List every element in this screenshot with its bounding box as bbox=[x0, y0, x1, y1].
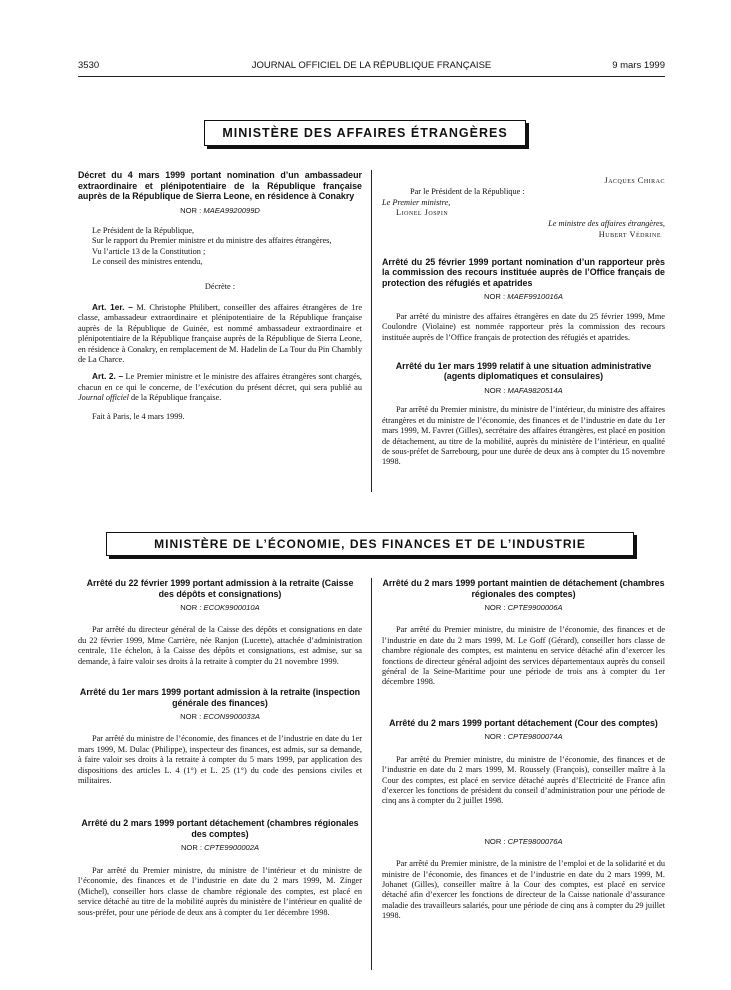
par-le-president: Par le Président de la République : bbox=[410, 186, 525, 196]
section-title-economie: MINISTÈRE DE L’ÉCONOMIE, DES FINANCES ET DE L’INDUSTRIE bbox=[106, 532, 634, 556]
nor-line: NOR : CPTE9800076A bbox=[484, 836, 563, 846]
header-rule bbox=[78, 76, 665, 77]
arrete-body: Par arrêté du Premier ministre, du ministre de l’économie, des finances et de l’industrie en date du 2 mars 1999, M. Roussely (François), conseiller maître à la Cour des comptes, est placé en service détaché auprès d’Electricité de France afin d’exercer les fonctions de président du conseil d’administration pour une période de cinq ans à compter du 2 juillet 1998. bbox=[382, 754, 665, 806]
arrete-body: Par arrêté du Premier ministre, de la ministre de l’emploi et de la solidarité et du ministre de l’économie, des finances et de l’industrie en date du 2 mars 1999, M. Johanet (Gilles), conseiller maître à la Cour des comptes, est placé en service détaché afin d’exercer les fonctions de directeur de la Caisse nationale d’assurance maladie des travailleurs salariés, pour une période de cinq ans à compter du 29 juillet 1998. bbox=[382, 859, 665, 921]
arrete-rapporteur bbox=[382, 257, 665, 343]
decret-nomination-ambassadeur bbox=[78, 170, 362, 422]
premier-ministre-name: Lionel Jospin bbox=[396, 208, 449, 218]
arrete-title: Arrêté du 22 février 1999 portant admission à la retraite (Caisse des dépôts et consignations) bbox=[86, 578, 354, 599]
paragraph: Le Président de la République, bbox=[92, 225, 195, 235]
right-column-affaires bbox=[382, 176, 665, 468]
paragraph: Sur le rapport du Premier ministre et du ministre des affaires étrangères, bbox=[92, 236, 332, 246]
nor-code: MAEA9920099D bbox=[203, 205, 260, 215]
issue-date: 9 mars 1999 bbox=[612, 60, 665, 71]
nor-code: MAEF9910016A bbox=[507, 292, 563, 302]
arrete-retraite-inspection bbox=[78, 687, 362, 786]
nor-code: ECOK9900010A bbox=[203, 603, 260, 612]
right-column-economie bbox=[382, 578, 665, 922]
arrete-situation-administrative bbox=[382, 361, 665, 468]
arrete-title: Arrêté du 1er mars 1999 relatif à une situation administrative (agents diplomatiques et consulaires) bbox=[395, 360, 652, 382]
ministre-name: Hubert Védrine bbox=[598, 229, 661, 239]
fait-a-paris: Fait à Paris, le 4 mars 1999. bbox=[92, 411, 185, 421]
president-name: Jacques Chirac bbox=[604, 176, 665, 185]
arrete-detachement-chambres bbox=[78, 818, 362, 917]
nor-code: ECON9900033A bbox=[203, 712, 260, 722]
page-number: 3530 bbox=[78, 60, 100, 71]
arrete-detachement-caisse-maladie bbox=[382, 837, 665, 922]
ministre-title: Le ministre des affaires étrangères, bbox=[548, 219, 665, 229]
decret-title: Décret du 4 mars 1999 portant nomination d’un ambassadeur extraordinaire et plénipotentiaire de la République française auprès de la République de Sierra Leone, en résidence à Conakry bbox=[78, 170, 362, 201]
article-1: Art. 1er. – M. Christophe Philibert, conseiller des affaires étrangères de 1re classe, ambassadeur extraordinaire et plénipotentiaire de la République française auprès de la République de Guinée, est nommé ambassadeur extraordinaire et plénipotentiaire de la République française auprès de la République de Sierra Leone, en résidence à Conakry, en remplacement de M. Hadelin de La Tour du Pin Chambly de La Charce. bbox=[78, 301, 362, 364]
paragraph: Le conseil des ministres entendu, bbox=[92, 257, 203, 267]
nor-code: CPTE9800074A bbox=[507, 732, 563, 742]
nor-line: NOR : CPTE9900002A bbox=[180, 843, 260, 853]
arrete-body: Par arrêté du directeur général de la Caisse des dépôts et consignations en date du 22 février 1999, Mme Carrière, née Ranjon (Lucette), attachée d’administration centrale, 11e échelon, à la Caisse des dépôts et consignations, est admise, sur sa demande, à faire valoir ses droits à la retraite à compter du 21 novembre 1999. bbox=[78, 625, 362, 666]
nor-line: NOR : MAEF9910016A bbox=[484, 292, 563, 302]
column-divider bbox=[371, 170, 372, 492]
nor-line: NOR : CPTE9800074A bbox=[484, 732, 563, 742]
arrete-body: Par arrêté du Premier ministre, du ministre de l’intérieur et du ministre de l’économie, des finances et de l’industrie en date du 2 mars 1999, M. Zinger (Michel), conseiller hors classe de chambre régionale des comptes, est placé en service détaché au titre de la mobilité auprès du ministère de l’intérieur en qualité de sous-préfet, pour une période de deux ans à compter du 1er décembre 1998. bbox=[78, 865, 362, 917]
nor-code: CPTE9800076A bbox=[507, 836, 563, 846]
paragraph: Vu l’article 13 de la Constitution ; bbox=[92, 246, 206, 256]
arrete-body: Par arrêté du Premier ministre, du ministre de l’intérieur, du ministre des affaires étrangères et du ministre de l’économie, des finances et de l’industrie en date du 1er mars 1999, M. Favret (Gilles), secrétaire des affaires étrangères, est placé en position de détachement, au titre de la mobilité, auprès du ministère de l’intérieur, en qualité de sous-préfet de Sarrebourg, pour une durée de deux ans à compter du 15 novembre 1998. bbox=[382, 405, 665, 467]
arrete-body: Par arrêté du ministre des affaires étrangères en date du 25 février 1999, Mme Coulondre (Violaine) est nommée rapporteur près la commission des recours instituée auprès de l’Office français de protection des réfugiés et apatrides. bbox=[382, 311, 665, 342]
signature-block bbox=[382, 176, 665, 241]
column-divider bbox=[371, 578, 372, 970]
nor-line: NOR : ECOK9900010A bbox=[180, 603, 260, 612]
decrete-label: Décrète : bbox=[204, 281, 236, 291]
arrete-title: Arrêté du 2 mars 1999 portant maintien de détachement (chambres régionales des comptes) bbox=[382, 578, 665, 599]
arrete-title: Arrêté du 25 février 1999 portant nomination d’un rapporteur près la commission des recours instituée auprès de l’Office français de protection des réfugiés et apatrides bbox=[382, 256, 665, 288]
nor-code: MAFA9820514A bbox=[507, 385, 563, 395]
nor-line: NOR : MAFA9820514A bbox=[484, 385, 563, 395]
page-header bbox=[78, 60, 665, 74]
premier-ministre-title: Le Premier ministre, bbox=[382, 197, 451, 207]
arrete-detachement-cour bbox=[382, 718, 665, 807]
article-2: Art. 2. – Le Premier ministre et le ministre des affaires étrangères sont chargés, chacun en ce qui le concerne, de l’exécution du présent décret, qui sera publié au Journal officiel de la République française. bbox=[78, 371, 363, 403]
nor-code: CPTE9900002A bbox=[204, 843, 260, 853]
arrete-maintien-detachement bbox=[382, 578, 665, 688]
nor-code: CPTE9900006A bbox=[507, 603, 563, 612]
arrete-title: Arrêté du 2 mars 1999 portant détachement (Cour des comptes) bbox=[389, 717, 658, 728]
journal-title: JOURNAL OFFICIEL DE LA RÉPUBLIQUE FRANÇAISE bbox=[251, 60, 492, 71]
left-column-economie bbox=[78, 578, 362, 918]
arrete-body: Par arrêté du ministre de l’économie, des finances et de l’industrie en date du 1er mars 1999, M. Dulac (Philippe), inspecteur des finances, est admis, sur sa demande, à faire valoir ses droits à la retraite à compter du 5 mars 1999, par application des dispositions des articles L. 4 (1°) et L. 25 (1°) du code des pensions civiles et militaires. bbox=[78, 734, 362, 786]
nor-line: NOR : ECON9900033A bbox=[180, 712, 260, 722]
nor-line: NOR : MAEA9920099D bbox=[180, 205, 260, 215]
arrete-retraite-caisse bbox=[78, 578, 362, 667]
arrete-title: Arrêté du 1er mars 1999 portant admission à la retraite (inspection générale des finances) bbox=[79, 687, 361, 708]
section-title-affaires-etrangeres: MINISTÈRE DES AFFAIRES ÉTRANGÈRES bbox=[204, 120, 526, 146]
arrete-body: Par arrêté du Premier ministre, du ministre de l’économie, des finances et de l’industrie en date du 2 mars 1999, M. Le Goff (Gérard), conseiller hors classe de chambre régionale des comptes, est maintenu en service détaché afin d’exercer les fonctions de directeur général adjoint des services départementaux auprès du conseil général de la Seine-Maritime pour une période de trois ans à compter du 1er décembre 1998. bbox=[382, 625, 665, 687]
arrete-title: Arrêté du 2 mars 1999 portant détachement (chambres régionales des comptes) bbox=[81, 818, 359, 839]
nor-line: NOR : CPTE9900006A bbox=[484, 603, 563, 612]
